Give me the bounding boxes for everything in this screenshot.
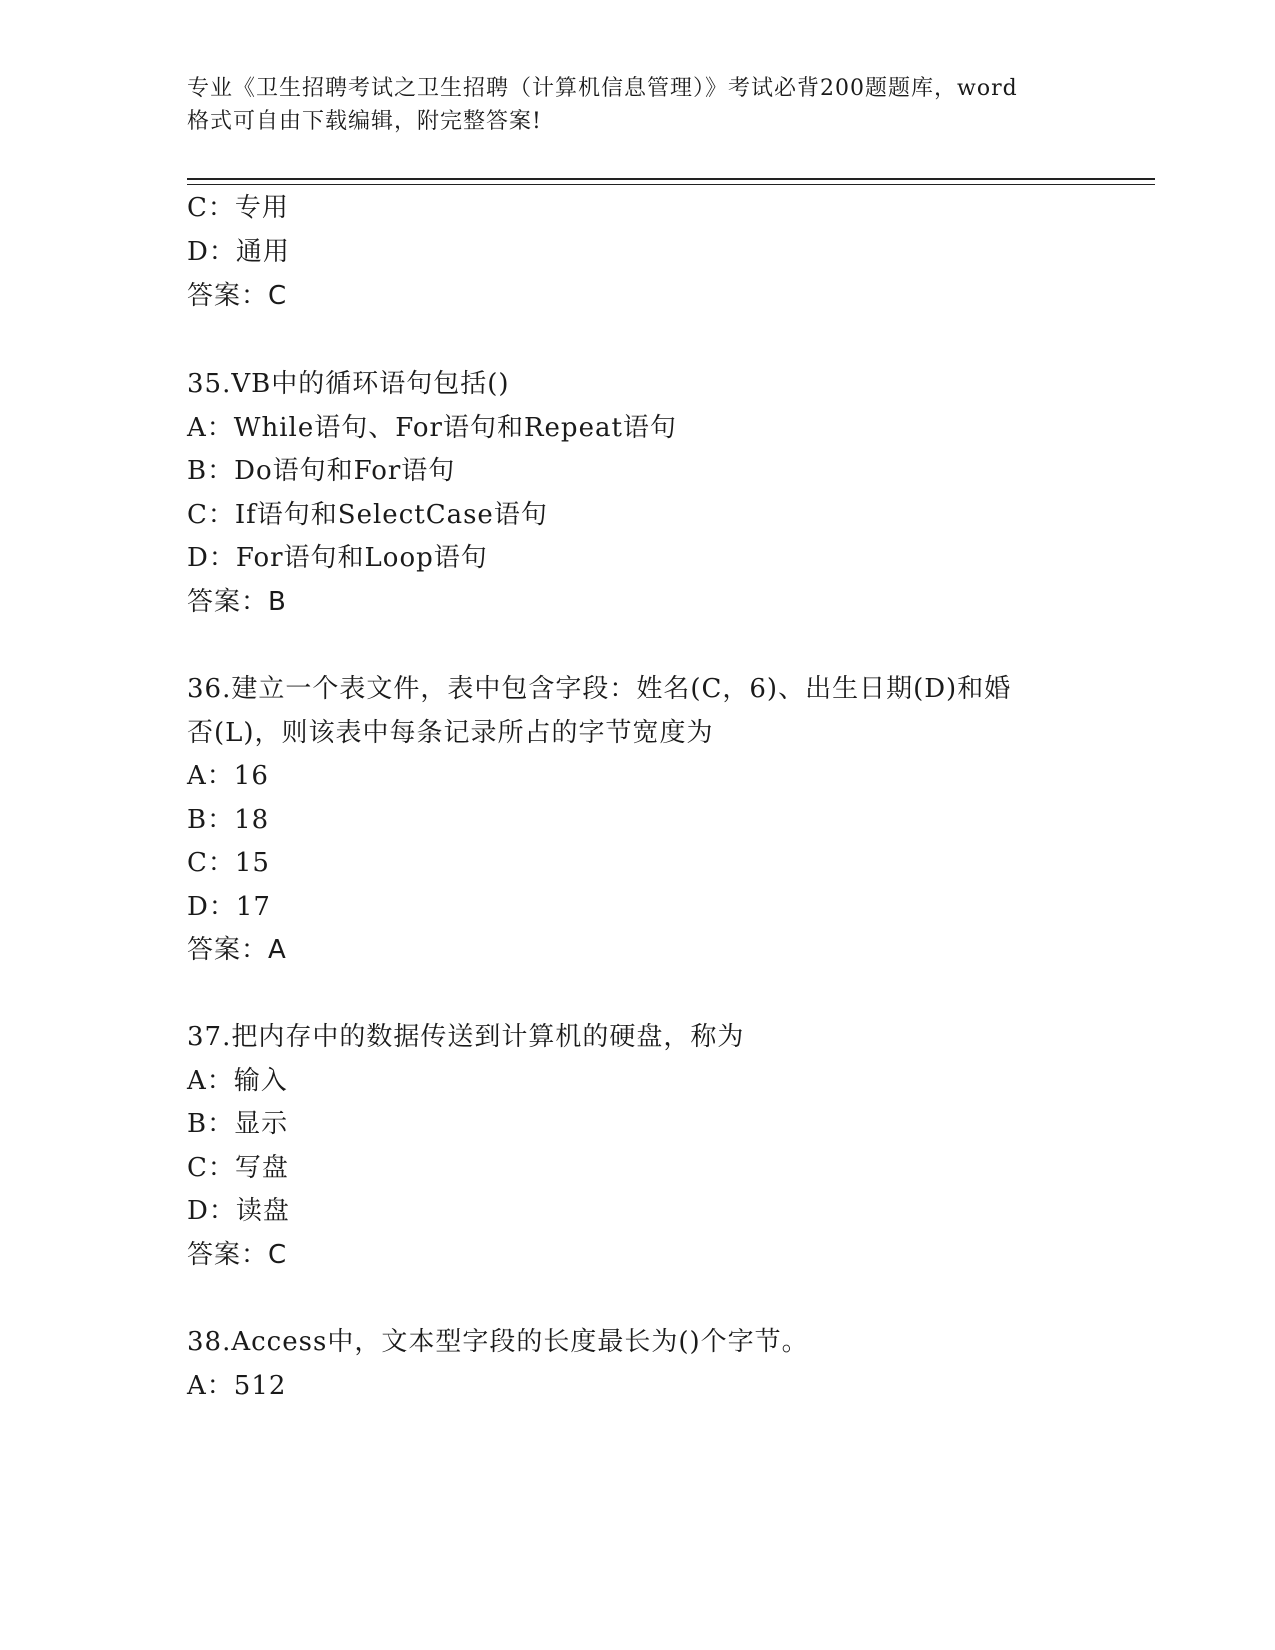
q36-option-a: A：16 xyxy=(187,761,269,791)
q36-option-d: D：17 xyxy=(187,892,271,922)
q37-option-c: C：写盘 xyxy=(187,1153,289,1183)
q37-option-b: B：显示 xyxy=(187,1109,289,1139)
q36-stem-line-2: 否(L)，则该表中每条记录所占的字节宽度为 xyxy=(187,718,714,748)
q36-option-c: C：15 xyxy=(187,848,270,878)
q36-option-b: B：18 xyxy=(187,805,270,835)
q35-answer: 答案：B xyxy=(187,587,287,617)
document-header xyxy=(187,72,1087,138)
q35-option-c: C：If语句和SelectCase语句 xyxy=(187,500,548,530)
header-title-line-2: 格式可自由下载编辑，附完整答案! xyxy=(187,109,542,134)
header-title-line-1: 专业《卫生招聘考试之卫生招聘（计算机信息管理）》考试必背200题题库，word xyxy=(187,76,1018,101)
q34-option-d: D：通用 xyxy=(187,237,290,267)
q38-stem: 38.Access中，文本型字段的长度最长为()个字节。 xyxy=(187,1327,809,1357)
q37-option-a: A：输入 xyxy=(187,1066,288,1096)
q34-answer: 答案：C xyxy=(187,281,288,311)
q35-option-a: A：While语句、For语句和Repeat语句 xyxy=(187,413,677,443)
q36-stem-line-1: 36.建立一个表文件，表中包含字段：姓名(C，6)、出生日期(D)和婚 xyxy=(187,674,1012,704)
q36-answer: 答案：A xyxy=(187,935,287,965)
q34-option-c: C：专用 xyxy=(187,193,289,223)
q38-option-a: A：512 xyxy=(187,1371,287,1401)
q37-answer: 答案：C xyxy=(187,1240,288,1270)
q35-stem: 35.VB中的循环语句包括() xyxy=(187,369,510,399)
q35-option-b: B：Do语句和For语句 xyxy=(187,456,456,486)
header-divider-thin xyxy=(187,184,1155,185)
q37-stem: 37.把内存中的数据传送到计算机的硬盘，称为 xyxy=(187,1022,745,1052)
header-divider-thick xyxy=(187,178,1155,180)
q37-option-d: D：读盘 xyxy=(187,1196,290,1226)
q35-option-d: D：For语句和Loop语句 xyxy=(187,543,488,573)
